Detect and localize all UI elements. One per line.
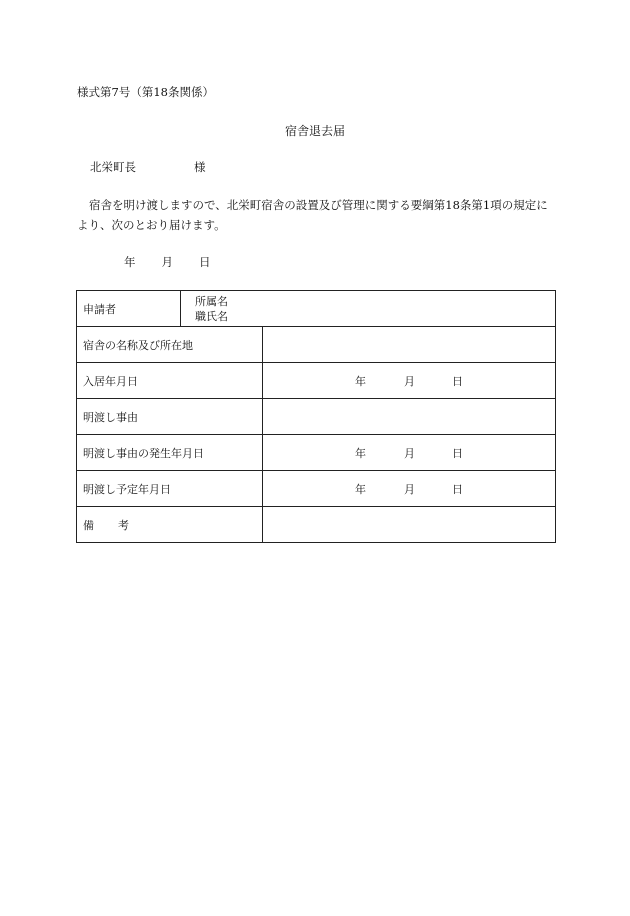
move-in-month-label: 月 xyxy=(404,374,415,388)
move-in-date-label: 入居年月日 xyxy=(77,363,263,399)
submission-date xyxy=(124,254,211,270)
planned-vacate-date-label: 明渡し予定年月日 xyxy=(77,471,263,507)
applicant-field[interactable] xyxy=(181,291,556,327)
remarks-field[interactable] xyxy=(263,507,556,543)
position-name-label: 職氏名 xyxy=(195,309,228,323)
date-day-label: 日 xyxy=(199,255,211,269)
planned-vacate-date-field[interactable] xyxy=(263,471,556,507)
table-row xyxy=(77,507,556,543)
move-in-year-label: 年 xyxy=(355,374,366,388)
document-title: 宿舎退去届 xyxy=(284,124,345,138)
dormitory-name-field[interactable] xyxy=(263,327,556,363)
move-in-date-field[interactable] xyxy=(263,363,556,399)
dormitory-name-label: 宿舎の名称及び所在地 xyxy=(77,327,263,363)
remarks-label-char-2: 考 xyxy=(118,518,129,532)
addressee xyxy=(90,159,206,175)
vacate-reason-label: 明渡し事由 xyxy=(77,399,263,435)
planned-day-label: 日 xyxy=(452,482,463,496)
reason-date-field[interactable] xyxy=(263,435,556,471)
addressee-honorific: 様 xyxy=(194,160,206,174)
table-row xyxy=(77,435,556,471)
reason-month-label: 月 xyxy=(404,446,415,460)
applicant-row xyxy=(77,291,556,327)
date-year-label: 年 xyxy=(124,255,136,269)
remarks-label-char-1: 備 xyxy=(83,518,94,532)
affiliation-label: 所属名 xyxy=(195,294,228,308)
form-table xyxy=(76,290,556,543)
planned-month-label: 月 xyxy=(404,482,415,496)
applicant-label: 申請者 xyxy=(77,291,181,327)
addressee-name: 北栄町長 xyxy=(90,160,136,174)
vacate-reason-field[interactable] xyxy=(263,399,556,435)
table-row xyxy=(77,471,556,507)
reason-day-label: 日 xyxy=(452,446,463,460)
reason-date-label: 明渡し事由の発生年月日 xyxy=(77,435,263,471)
form-number: 様式第7号（第18条関係） xyxy=(77,85,214,99)
body-text: 宿舎を明け渡しますので、北栄町宿舎の設置及び管理に関する要綱第18条第1項の規定により、次のとおり届けます。 xyxy=(77,198,548,232)
table-row xyxy=(77,363,556,399)
table-row xyxy=(77,399,556,435)
reason-year-label: 年 xyxy=(355,446,366,460)
table-row xyxy=(77,327,556,363)
date-month-label: 月 xyxy=(161,255,173,269)
move-in-day-label: 日 xyxy=(452,374,463,388)
remarks-label xyxy=(77,507,263,543)
planned-year-label: 年 xyxy=(355,482,366,496)
